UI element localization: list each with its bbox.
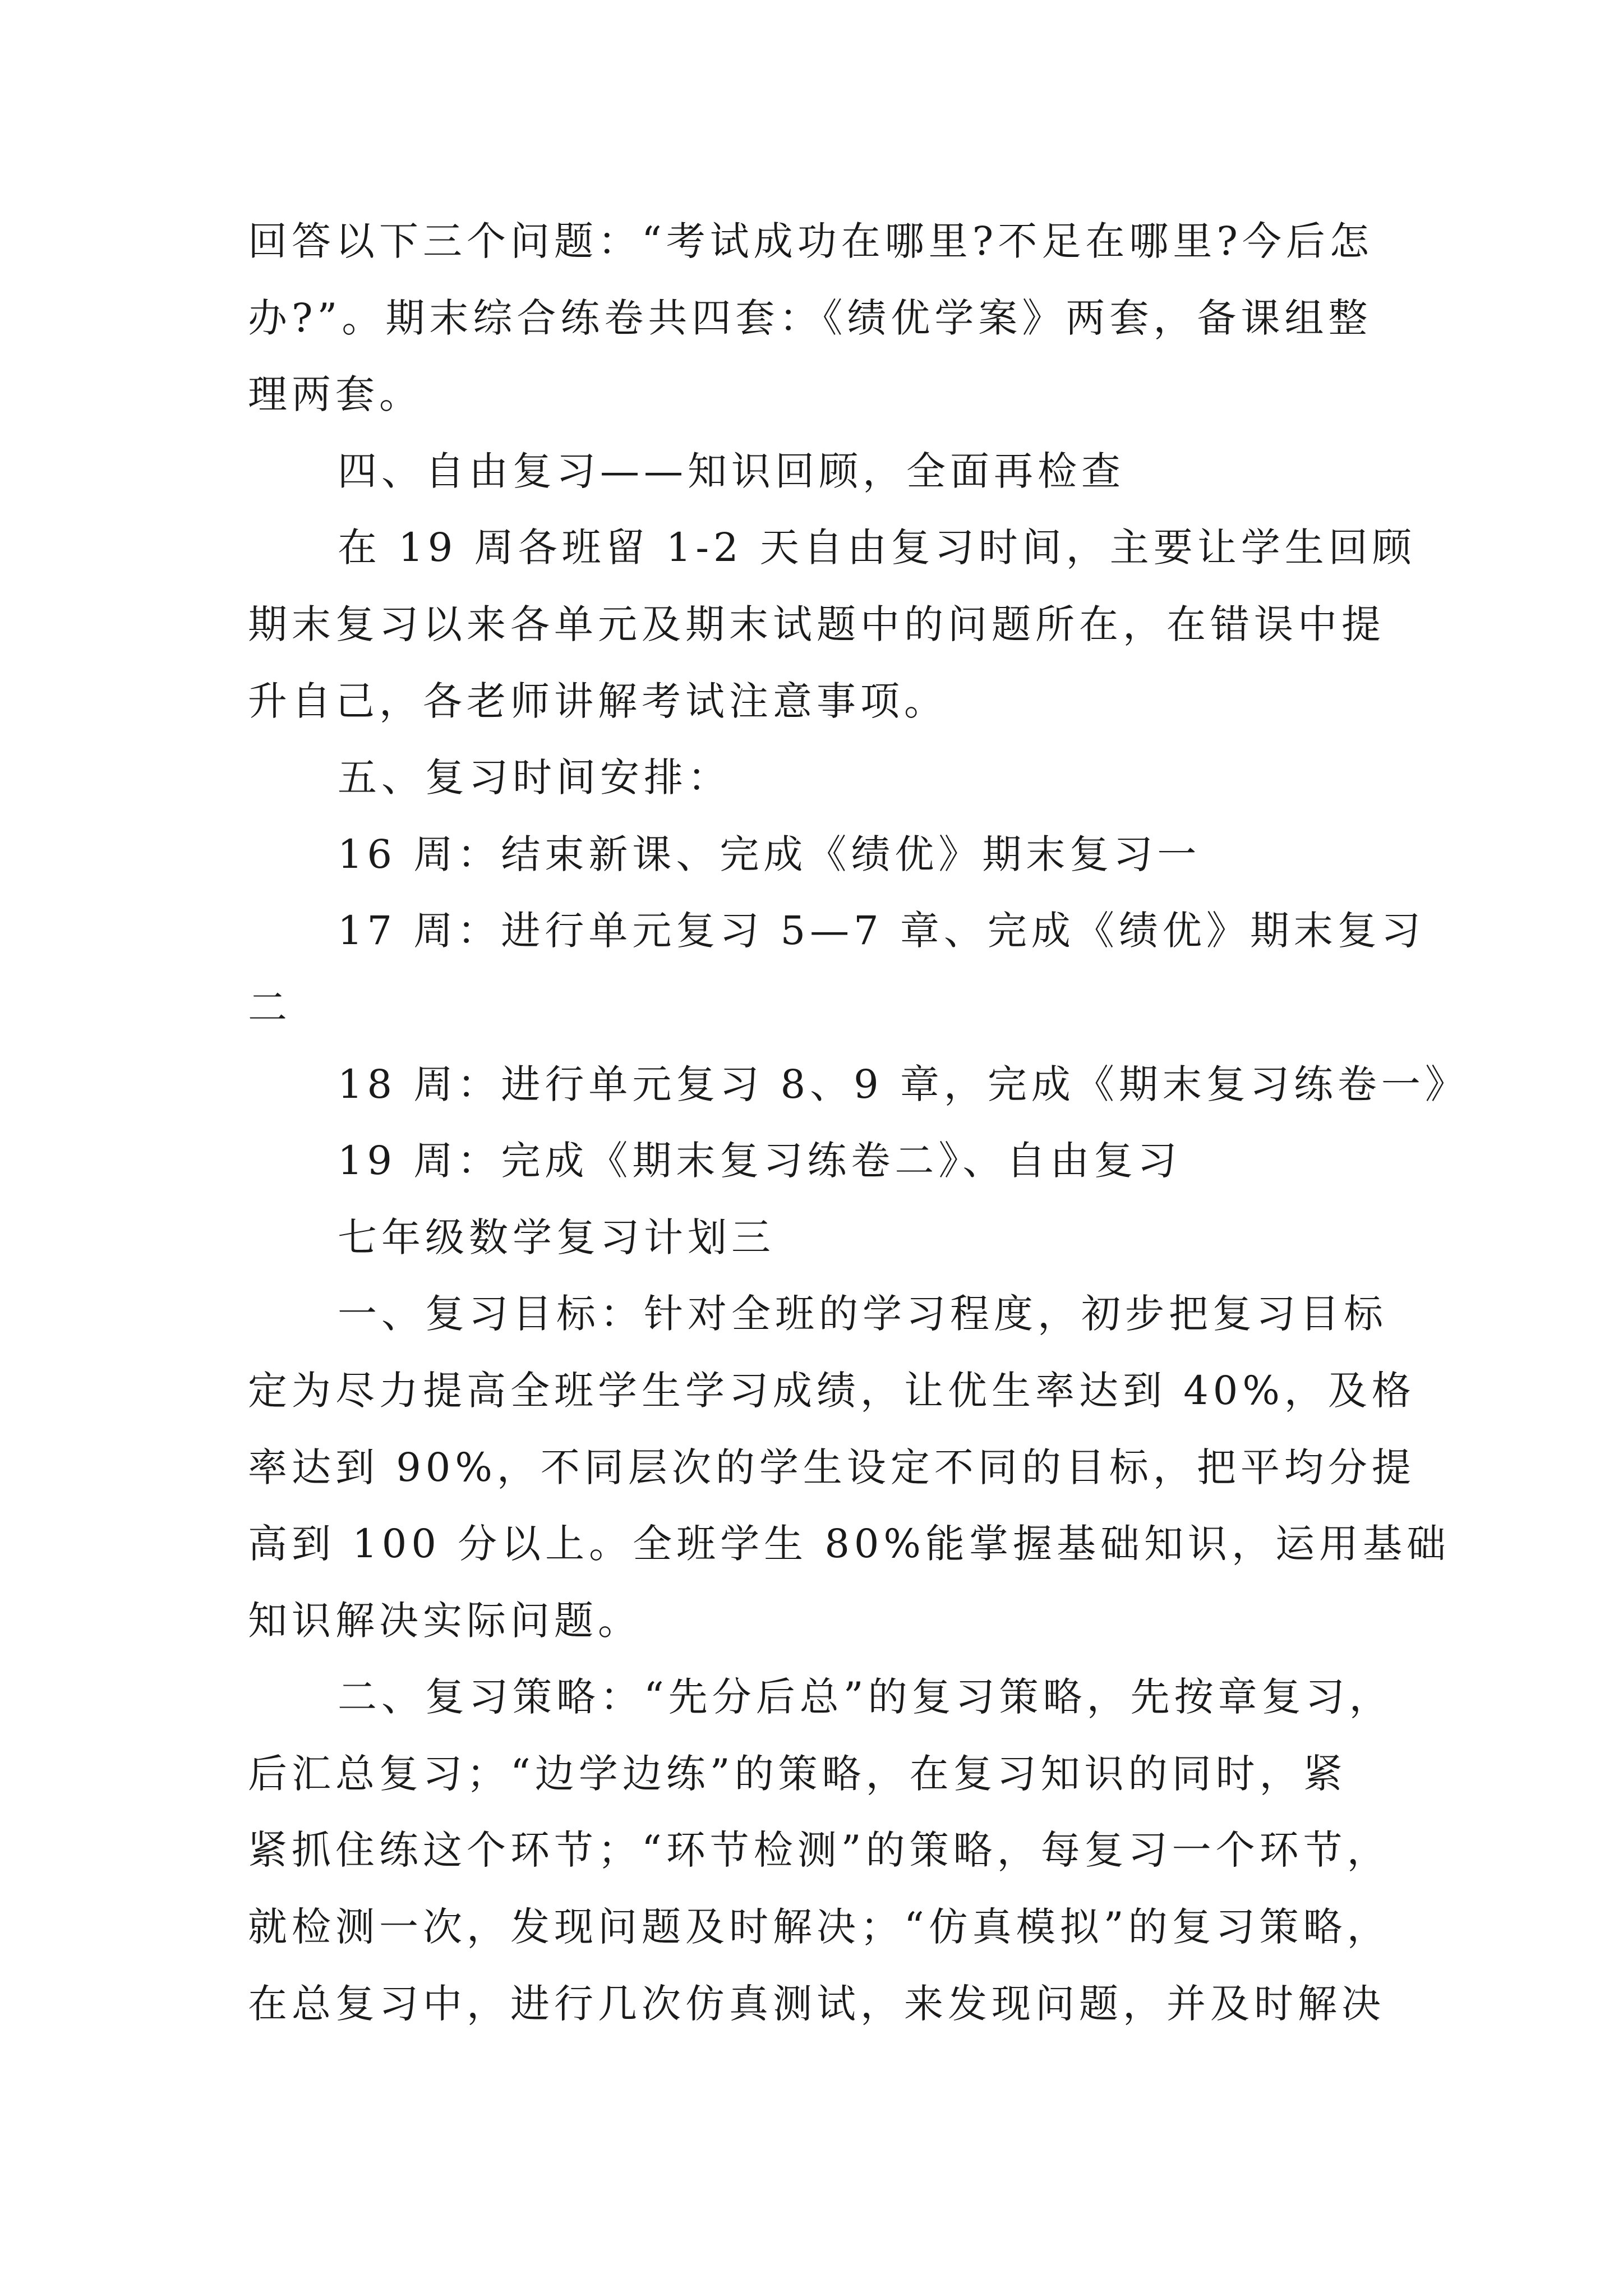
text-line: 升自己，各老师讲解考试注意事项。 [248,678,948,724]
text-line: 办?”。期末综合练卷共四套：《绩优学案》两套，备课组整 [248,295,1372,341]
text-line: 期末复习以来各单元及期末试题中的问题所在，在错误中提 [248,601,1385,647]
text-line: 知识解决实际问题。 [248,1597,642,1644]
text-line: 一、复习目标：针对全班的学习程度，初步把复习目标 [338,1291,1387,1337]
text-line: 回答以下三个问题：“考试成功在哪里?不足在哪里?今后怎 [248,218,1373,264]
text-line: 四、自由复习——知识回顾，全面再检查 [338,448,1125,494]
text-line: 在总复习中，进行几次仿真测试，来发现问题，并及时解决 [248,1980,1385,2027]
text-line: 17 周：进行单元复习 5—7 章、完成《绩优》期末复习 [338,908,1425,954]
text-line: 紧抓住练这个环节；“环节检测”的策略，每复习一个环节， [248,1827,1391,1874]
text-line: 19 周：完成《期末复习练卷二》、自由复习 [338,1138,1182,1184]
text-line: 理两套。 [248,371,423,418]
text-line: 五、复习时间安排： [338,754,731,801]
document-page [248,203,1469,2042]
text-line: 18 周：进行单元复习 8、9 章，完成《期末复习练卷一》 [338,1061,1469,1107]
text-line: 七年级数学复习计划三 [338,1214,775,1260]
text-line: 定为尽力提高全班学生学习成绩，让优生率达到 40%，及格 [248,1367,1415,1414]
text-line: 在 19 周各班留 1-2 天自由复习时间，主要让学生回顾 [338,524,1416,571]
text-line: 率达到 90%，不同层次的学生设定不同的目标，把平均分提 [248,1444,1415,1490]
text-line: 16 周：结束新课、完成《绩优》期末复习一 [338,831,1201,877]
text-line: 高到 100 分以上。全班学生 80%能掌握基础知识，运用基础 [248,1521,1450,1567]
text-line: 二 [248,984,292,1030]
text-line: 后汇总复习；“边学边练”的策略，在复习知识的同时，紧 [248,1750,1347,1797]
text-line: 二、复习策略：“先分后总”的复习策略，先按章复习， [338,1674,1393,1720]
text-line: 就检测一次，发现问题及时解决；“仿真模拟”的复习策略， [248,1904,1391,1950]
